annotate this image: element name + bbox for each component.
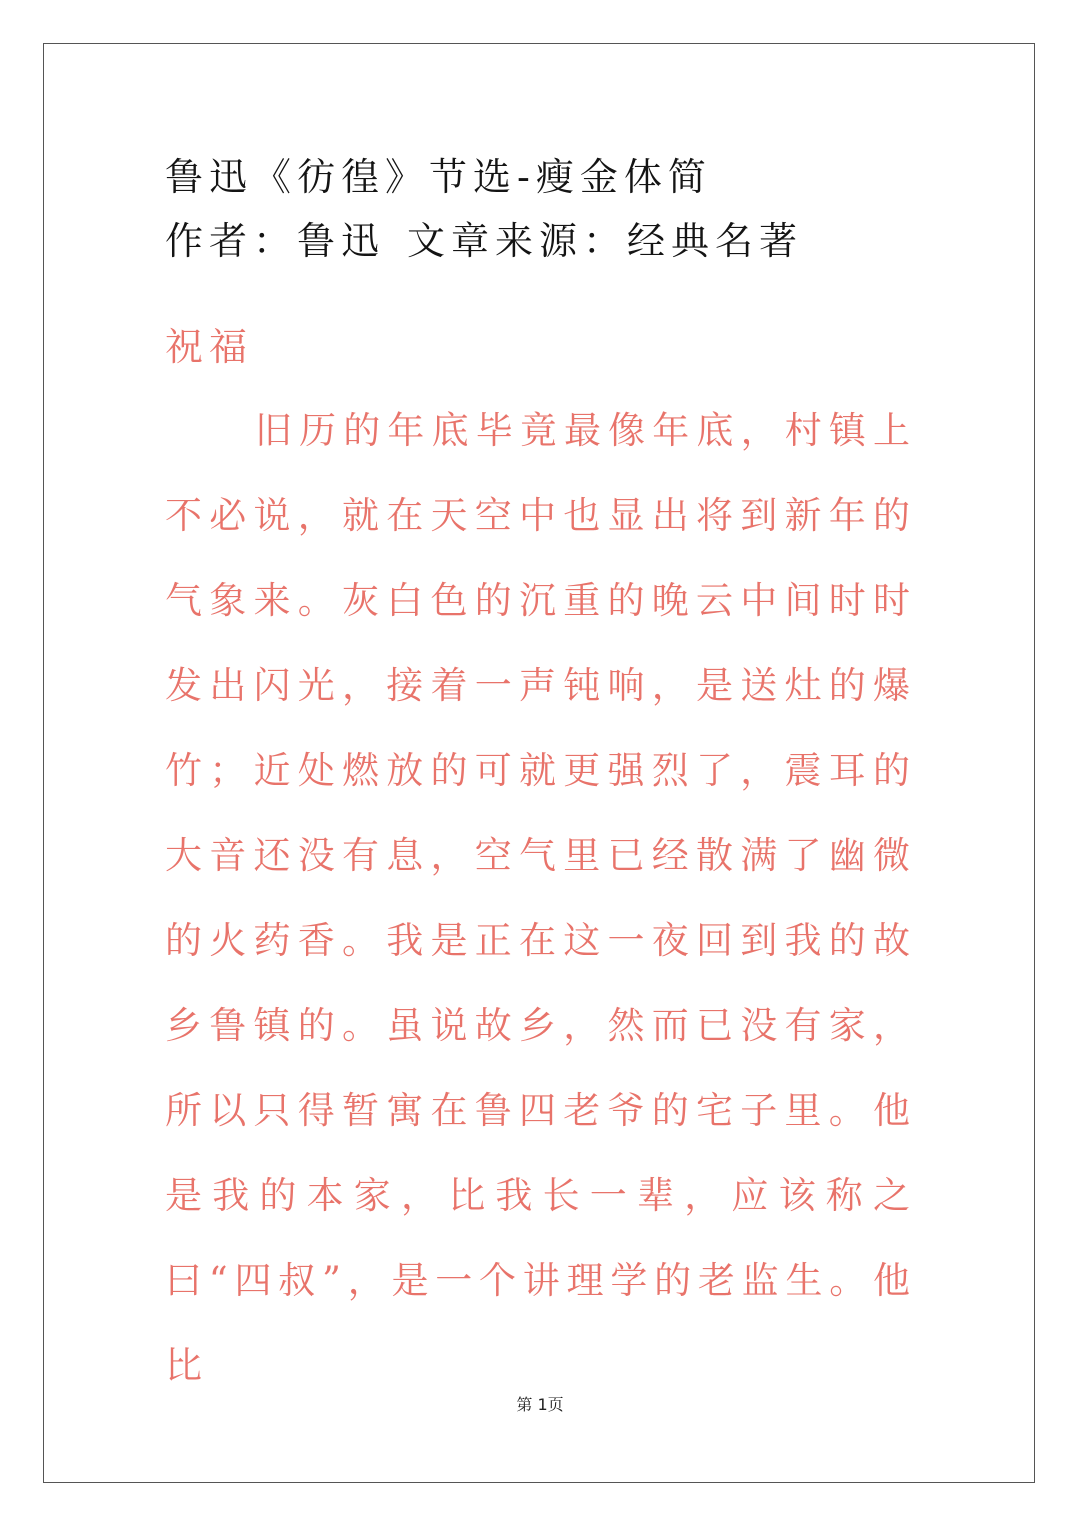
source-label: 文章来源：经典名著 [407,219,804,263]
document-meta [165,210,803,265]
document-title: 鲁迅《彷徨》节选-瘦金体简 [165,155,712,199]
section-heading: 祝福 [165,325,254,369]
page-number: 第 1页 [516,1395,564,1414]
body-paragraph: 旧历的年底毕竟最像年底，村镇上不必说，就在天空中也显出将到新年的气象来。灰白色的沉重的晚云中间时时发出闪光，接着一声钝响，是送灶的爆竹；近处燃放的可就更强烈了，震耳的大音还没有息，空气里已经散满了幽微的火药香。我是正在这一夜回到我的故乡鲁镇的。虽说故乡，然而已没有家，所以只得暂寓在鲁四老爷的宅子里。他是我的本家，比我长一辈，应该称之曰“四叔”，是一个讲理学的老监生。他比 [165,409,915,1387]
author-label: 作者：鲁迅 [165,219,386,263]
